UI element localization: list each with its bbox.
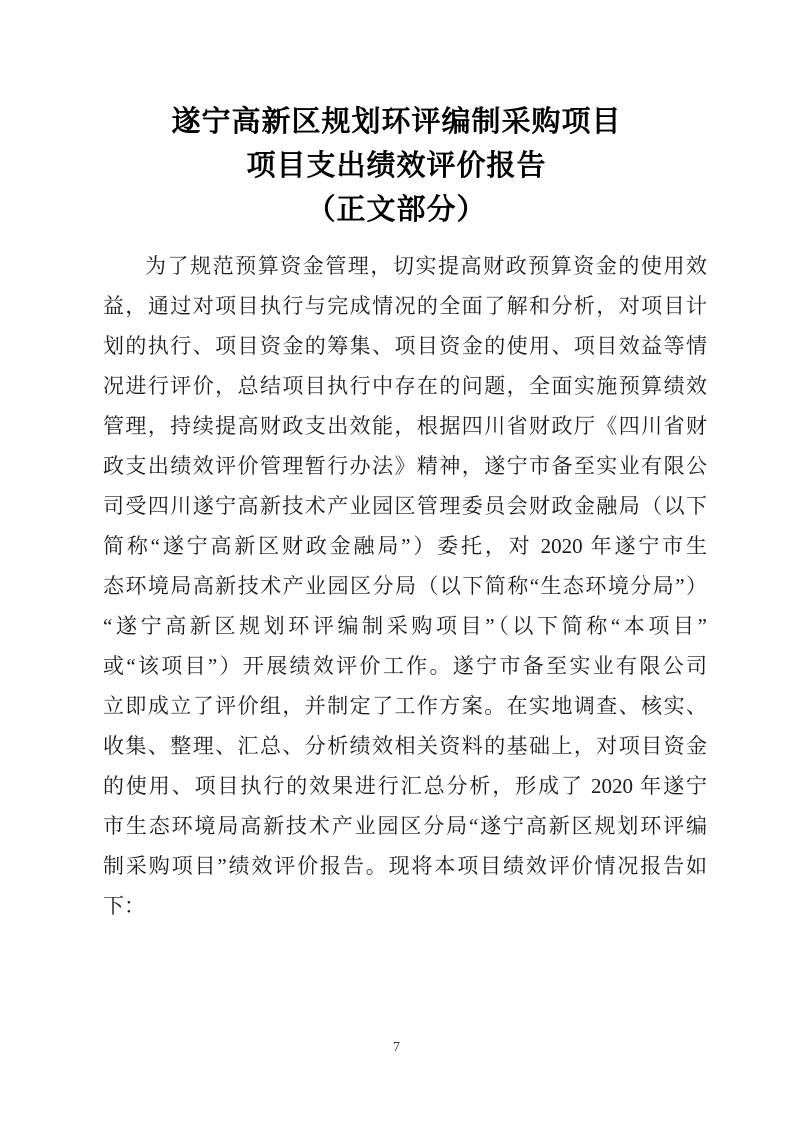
paragraph-line: 下： [103, 894, 145, 918]
paragraph-line: 态环境局高新技术产业园区分局（以下简称“生态环境分局”） [103, 574, 707, 598]
paragraph-line: 管理，持续提高财政支出效能，根据四川省财政厅《四川省财 [103, 414, 707, 438]
paragraph-line: 益，通过对项目执行与完成情况的全面了解和分析，对项目计 [103, 294, 707, 318]
paragraph-line: 收集、整理、汇总、分析绩效相关资料的基础上，对项目资金 [103, 734, 707, 758]
paragraph-line: 的使用、项目执行的效果进行汇总分析，形成了 2020 年遂宁 [103, 774, 707, 798]
paragraph-line: 制采购项目”绩效评价报告。现将本项目绩效评价情况报告如 [103, 854, 707, 878]
title-line-1: 遂宁高新区规划环评编制采购项目 [171, 106, 622, 138]
paragraph-line: 为了规范预算资金管理，切实提高财政预算资金的使用效 [145, 254, 707, 278]
paragraph-line: 市生态环境局高新技术产业园区分局“遂宁高新区规划环评编 [103, 814, 707, 838]
title-line-3: （正文部分） [306, 194, 487, 226]
paragraph-line: 立即成立了评价组，并制定了工作方案。在实地调查、核实、 [103, 694, 707, 718]
paragraph-line: 简称“遂宁高新区财政金融局”）委托，对 2020 年遂宁市生 [103, 534, 707, 558]
paragraph-line: 或“该项目”）开展绩效评价工作。遂宁市备至实业有限公司 [103, 654, 707, 678]
paragraph-line: 况进行评价，总结项目执行中存在的问题，全面实施预算绩效 [103, 374, 707, 398]
report-paragraph [103, 246, 707, 926]
paragraph-line: “遂宁高新区规划环评编制采购项目”（以下简称“本项目” [103, 614, 707, 638]
paragraph-line: 政支出绩效评价管理暂行办法》精神，遂宁市备至实业有限公 [103, 454, 707, 478]
paragraph-line: 划的执行、项目资金的筹集、项目资金的使用、项目效益等情 [103, 334, 707, 358]
title-line-2: 项目支出绩效评价报告 [246, 150, 547, 182]
page-number: 7 [393, 1040, 400, 1055]
report-title [0, 0, 793, 232]
paragraph-line: 司受四川遂宁高新技术产业园区管理委员会财政金融局（以下 [103, 494, 707, 518]
